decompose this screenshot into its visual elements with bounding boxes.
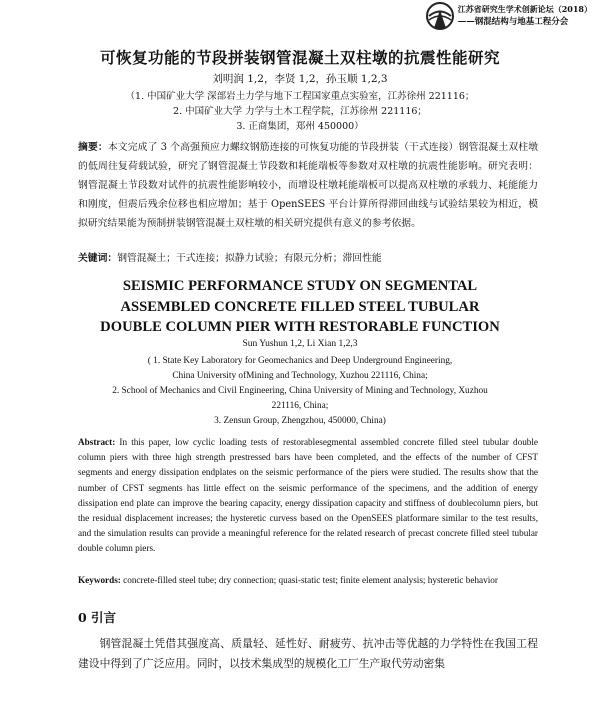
chinese-title: 可恢复功能的节段拼装钢管混凝土双柱墩的抗震性能研究 [99, 48, 500, 67]
chinese-keywords-label: 关键词： [78, 253, 118, 264]
chinese-abstract-text: 本文完成了 3 个高强预应力螺纹钢筋连接的可恢复功能的节段拼装（干式连接）钢管混凝土双柱墩的低周往复荷载试验，研究了钢管混凝土节段数和耗能端板等参数对双柱墩的抗震性能影响。研究表明：钢管混凝土节段数对试件的抗震性能影响较小，而增设柱墩耗能端板可以提高双柱墩的承载力、耗能能力和刚度，但震后残余位移也相应增加；基于 OpenSEES 平台计算所得滞回曲线与试验结果较为相近，模拟研究结果能为预制拼装钢管混凝土双柱墩的相关研究提供有意义的参考依据。 [78, 142, 538, 229]
english-abstract [78, 435, 538, 557]
english-abstract-label: Abstract: [78, 437, 116, 447]
english-affiliation-1: ( 1. State Key Laboratory for Geomechanics and Deep Underground Engineering, [147, 356, 453, 366]
english-title [0, 276, 600, 338]
english-keywords-label: Keywords: [78, 575, 121, 585]
section-heading-introduction: 0 引言 [78, 610, 117, 625]
forum-logo-icon [425, 1, 455, 31]
english-title-line-1: SEISMIC PERFORMANCE STUDY ON SEGMENTAL [122, 278, 478, 294]
english-title-line-3: DOUBLE COLUMN PIER WITH RESTORABLE FUNCTION [100, 319, 500, 335]
english-keywords [78, 573, 538, 588]
chinese-abstract [78, 138, 538, 233]
english-keywords-text: concrete-filled steel tube; dry connection; quasi-static test; finite element analysis; hysteretic behavior [123, 575, 498, 585]
chinese-affiliation-1: （1. 中国矿业大学 深部岩土力学与地下工程国家重点实验室，江苏徐州 221116； [125, 91, 475, 102]
chinese-affiliation-3: 3. 正商集团，郑州 450000） [236, 121, 364, 132]
english-title-line-2: ASSEMBLED CONCRETE FILLED STEEL TUBULAR [120, 298, 480, 315]
chinese-keywords [78, 250, 538, 264]
english-affiliation-2: 2. School of Mechanics and Civil Engineering, China University of Mining and Technology, Xuzhou [112, 386, 488, 396]
english-affiliation-3: 3. Zensun Group, Zhengzhou, 450000, China) [214, 416, 386, 426]
chinese-abstract-label: 摘要： [78, 142, 108, 153]
english-affiliation-1-cont: China University ofMining and Technology, Xuzhou 221116, China; [172, 371, 428, 381]
english-abstract-text: In this paper, low cyclic loading tests of restorablesegmental assembled concrete filled steel tubular double column piers with three high strength prestressed bars have been completed, and the effects of the number of CFST segments and energy dissipation endplates on the seismic performance of the piers were studied. The results show that the number of CFST segments has little effect on the seismic performance of the specimens, and the addition of energy dissipation end plate can improve the bearing capacity, energy dissipation capacity and stiffness of doublecolumn piers, but the residual displacement increases; the hysteretic curvess based on the OpenSEES platformare similar to the test results, and the simulation results can provide a meaningful reference for the related research of precast concrete filled steel tubular double column piers. [78, 437, 539, 554]
introduction-paragraph: 钢管混凝土凭借其强度高、质量轻、延性好、耐疲劳、抗冲击等优越的力学特性在我国工程建设中得到了广泛应用。同时，以技术集成型的规模化工厂生产取代劳动密集 [78, 637, 538, 670]
chinese-authors: 刘明润 1,2，李贤 1,2，孙玉顺 1,2,3 [212, 73, 388, 85]
header-session-name: ——钢混结构与地基工程分会 [457, 17, 569, 27]
chinese-keywords-text: 钢管混凝土；干式连接；拟静力试验；有限元分析；滞回性能 [117, 253, 382, 264]
header-forum-name: 江苏省研究生学术创新论坛（2018） [457, 4, 592, 14]
english-authors: Sun Yushun 1,2, Li Xian 1,2,3 [242, 339, 358, 349]
chinese-affiliation-2: 2. 中国矿业大学 力学与土木工程学院，江苏徐州 221116； [173, 106, 427, 117]
journal-header [425, 0, 592, 32]
english-affiliation-2-cont: 221116, China; [271, 401, 329, 411]
